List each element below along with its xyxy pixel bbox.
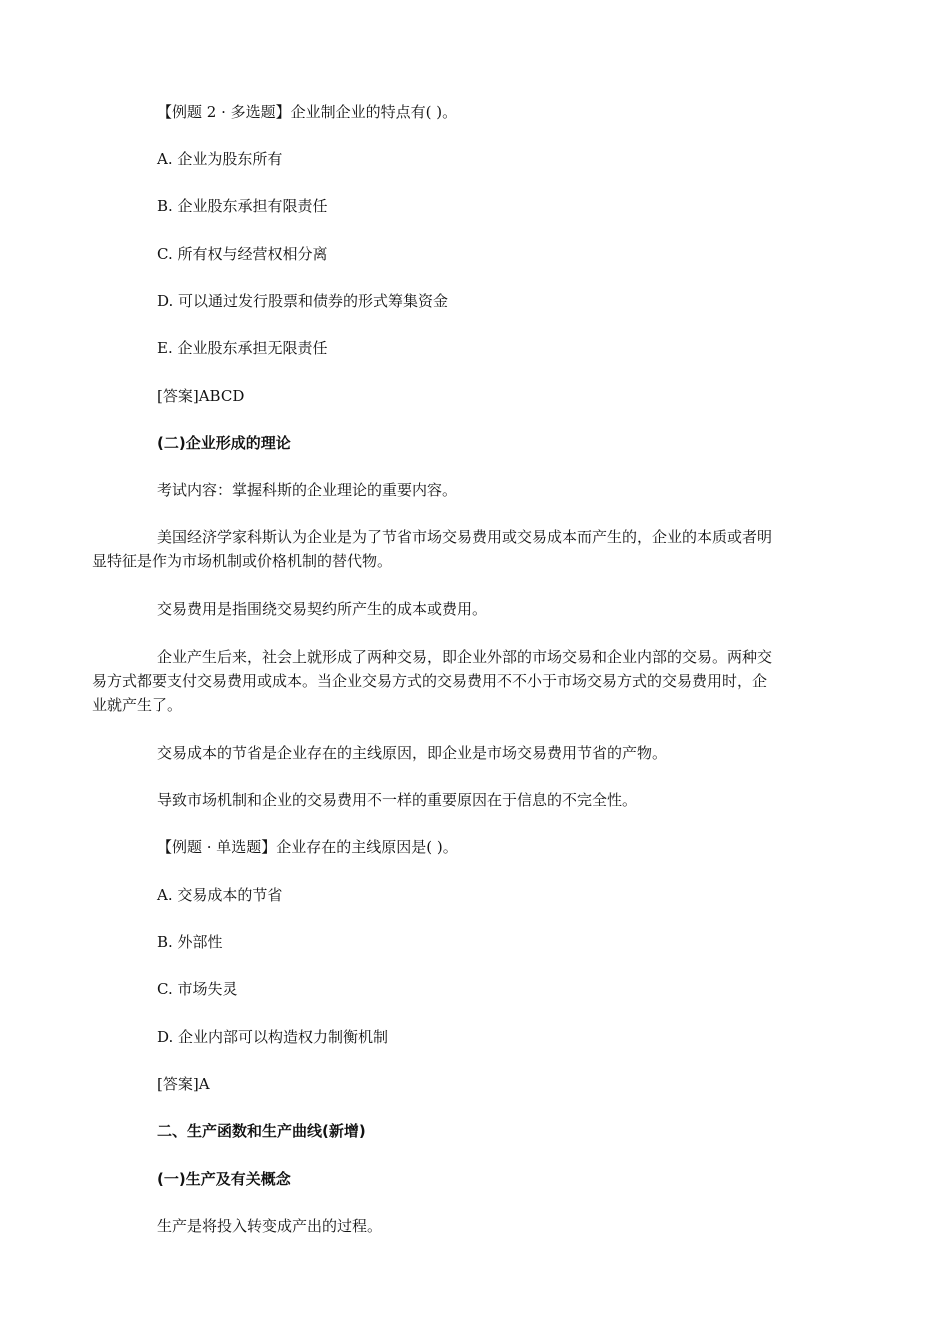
paragraph-line: 美国经济学家科斯认为企业是为了节省市场交易费用或交易成本而产生的，企业的本质或者明 <box>157 528 773 546</box>
paragraph-transaction-cost: 交易费用是指围绕交易契约所产生的成本或费用。 <box>157 600 488 618</box>
question-1-option-a: A. 企业为股东所有 <box>157 150 283 168</box>
paragraph-line: 业就产生了。 <box>92 696 183 714</box>
question-1-option-d: D. 可以通过发行股票和债券的形式筹集资金 <box>157 292 449 310</box>
exam-content-text: 考试内容：掌握科斯的企业理论的重要内容。 <box>157 481 458 499</box>
question-2-option-d: D. 企业内部可以构造权力制衡机制 <box>157 1028 389 1046</box>
paragraph-line: 易方式都要支付交易费用或成本。当企业交易方式的交易费用不不小于市场交易方式的交易费用时，企 <box>92 672 768 690</box>
question-1-title: 【例题 2 · 多选题】企业制企业的特点有( )。 <box>157 103 458 121</box>
question-1-answer: [答案]ABCD <box>157 387 245 405</box>
question-2-title: 【例题 · 单选题】企业存在的主线原因是( )。 <box>157 838 458 856</box>
section-heading-production: 二、生产函数和生产曲线(新增) <box>157 1122 366 1140</box>
section-heading-theory: (二)企业形成的理论 <box>157 434 291 452</box>
question-1-option-e: E. 企业股东承担无限责任 <box>157 339 328 357</box>
paragraph-main-reason: 交易成本的节省是企业存在的主线原因，即企业是市场交易费用节省的产物。 <box>157 744 668 762</box>
paragraph-coase-theory <box>92 525 852 573</box>
paragraph-production-definition: 生产是将投入转变成产出的过程。 <box>157 1217 383 1235</box>
question-2-answer: [答案]A <box>157 1075 210 1093</box>
question-1-option-b: B. 企业股东承担有限责任 <box>157 197 328 215</box>
question-2-option-a: A. 交易成本的节省 <box>157 886 283 904</box>
paragraph-information: 导致市场机制和企业的交易费用不一样的重要原因在于信息的不完全性。 <box>157 791 638 809</box>
paragraph-line: 企业产生后来，社会上就形成了两种交易，即企业外部的市场交易和企业内部的交易。两种交 <box>157 648 773 666</box>
question-2-option-b: B. 外部性 <box>157 933 223 951</box>
subsection-heading-concepts: (一)生产及有关概念 <box>157 1170 291 1188</box>
question-1-option-c: C. 所有权与经营权相分离 <box>157 245 328 263</box>
paragraph-two-transactions <box>92 645 852 717</box>
paragraph-line: 显特征是作为市场机制或价格机制的替代物。 <box>92 552 393 570</box>
question-2-option-c: C. 市场失灵 <box>157 980 238 998</box>
